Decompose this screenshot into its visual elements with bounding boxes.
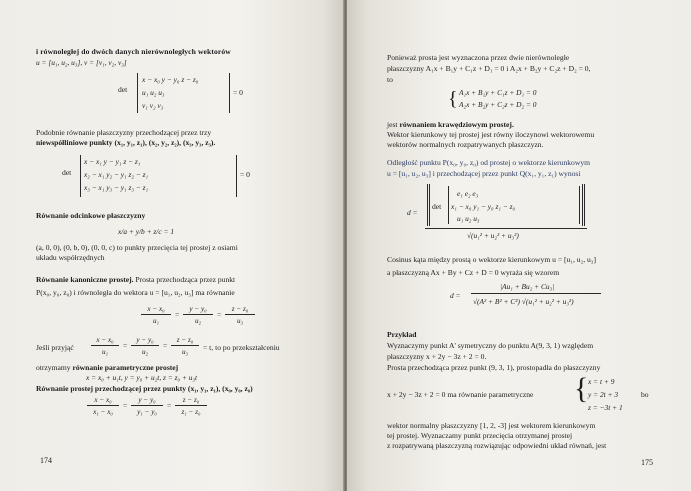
example-line-6: z rozpatrywaną płaszczyzną rozwiązując odpowiedni układ równań, jest [387,441,607,450]
right-line-3: to [387,75,393,84]
det1-bar-left [137,73,138,113]
param-frac-2-den: u₂ [141,348,149,356]
right-line-1: Ponieważ prosta jest wyznaczona przez dwie nierównoległe [387,53,570,62]
if-take-label: Jeśli przyjąć [36,343,74,352]
cosine-d-eq: d = [450,291,461,300]
tp-frac-2-bar [131,405,163,406]
det1-row-1: x − x₀ y − y₀ z − z₀ [142,75,199,84]
right-line-2: płaszczyzny A₁x + B₁y + C₁z + D₁ = 0 i A₂x + B₂y + C₂z + D₂ = 0, [387,64,591,73]
param-frac-3-den: u₃ [181,348,189,356]
right-line-5: Wektor kierunkowy tej prostej jest równy iloczynowi wektorowemu [387,130,595,139]
det2-equals: = 0 [240,170,250,179]
left-page-number: 174 [40,456,52,465]
parametric-brace: { [574,372,589,405]
tp-eq-1: = [123,401,128,410]
canon-frac-3-bar [225,314,255,315]
if-take-rest: = t, to po przekształceniu [203,343,280,352]
tp-frac-2-den: y₁ − y₀ [137,408,157,416]
dist-frac-bar [425,228,587,229]
parametric-equation: x = x₀ + u₁t, y = y₀ + u₂t, z = z₀ + u₃t [86,373,198,382]
det1-bar-right [229,73,230,113]
distance-d-eq: d = [407,208,418,217]
param-frac-2-bar [131,345,159,346]
dist-norm-inner-left [429,184,430,226]
param-frac-3-num: z − z₀ [176,336,194,344]
dist-det-label: det [432,202,442,211]
system-eq-2: A₂x + B₂y + C₂z + D₂ = 0 [459,100,537,109]
para-three-points-b: niewspółliniowe punkty (x₁, y₁, z₁), (x₂, y₂, z₂), (x₃, y₃, z₃). [36,138,216,147]
dist-det-bar-right [579,186,580,224]
param-frac-1-bar [91,345,119,346]
canonical-heading-bold: Równanie kanoniczne prostej. [36,275,134,284]
example-bo: bo [641,390,649,399]
tp-frac-3-num: z − z₀ [182,396,200,404]
param-frac-1-den: u₁ [101,348,109,356]
edge-form-line [387,120,514,129]
param-z: z = −3t + 1 [588,403,623,412]
canon-eq-1: = [175,310,180,319]
det2-row-3: x₃ − x₁ y₃ − y₁ z₃ − z₁ [84,183,149,192]
dist-denominator: √(u₁² + u₂² + u₃²) [467,231,519,240]
distance-line-2: u = [u₁, u₂, u₃] i przechodzącej przez punkt Q(x₁, y₁, z₁) wynosi [387,169,581,178]
parametric-heading-prefix: otrzymamy [36,363,73,372]
det1-row-2: u₁ u₂ u₃ [142,88,165,97]
tp-frac-1-den: x₁ − x₀ [93,408,113,416]
system-brace: { [448,88,458,110]
left-vectors: u = [u₁, u₂, u₃], v = [v₁, v₂, v₃] [36,58,127,67]
dist-det-row-1: e₁ e₂ e₃ [457,189,479,198]
canon-frac-1-den: u₁ [152,317,160,325]
tp-frac-1-bar [87,405,119,406]
example-line-2: płaszczyzny x + 2y − 3z + 2 = 0. [387,352,487,361]
dist-norm-outer-right [584,184,585,226]
parametric-heading [36,363,178,372]
param-frac-1-num: x − x₀ [96,336,114,344]
left-page [0,0,344,491]
det1-label: det [118,85,128,94]
edge-form-bold: równaniem krawędziowym prostej. [399,120,514,129]
det2-row-1: x − x₁ y − y₁ z − z₁ [84,157,141,166]
intercept-desc-b: układu współrzędnych [36,253,105,262]
intercept-equation: x/a + y/b + z/c = 1 [118,227,175,236]
dist-det-bar-left [448,186,449,224]
param-frac-2-num: y − y₀ [136,336,154,344]
parametric-heading-bold: równanie parametryczne prostej [72,363,179,372]
param-x: x = t + 9 [588,377,615,386]
cosine-frac-bar [471,293,601,294]
dist-norm-inner-right [582,184,583,226]
example-line-1: Wyznaczymy punkt A' symetryczny do punktu A(9, 3, 1) względem [387,341,594,350]
canon-frac-3-num: z − z₀ [231,305,249,313]
tp-frac-3-den: z₁ − z₀ [181,408,201,416]
tp-frac-2-num: y − y₀ [138,396,156,404]
det2-row-2: x₂ − x₁ y₂ − y₁ z₂ − z₁ [84,170,149,179]
dist-det-row-2: x₁ − x₀ y₁ − y₀ z₁ − z₀ [451,202,516,211]
system-eq-1: A₁x + B₁y + C₁z + D₁ = 0 [459,88,537,97]
canon-frac-2-num: y − y₀ [189,305,207,313]
canon-frac-1-num: x − x₀ [147,305,165,313]
example-line-5: tej prostej. Wyznaczamy punkt przecięcia otrzymanej prostej [387,431,573,440]
cosine-line-1: Cosinus kąta między prostą o wektorze kierunkowym u = [u₁, u₂, u₃] [387,255,596,264]
cosine-line-2: a płaszczyzną Ax + By + Cz + D = 0 wyraża się wzorem [387,268,560,277]
det1-equals: = 0 [233,88,243,97]
cosine-numerator: |Au₁ + Bu₂ + Cu₃| [500,282,555,291]
distance-line-1: Odległość punktu P(x₀, y₀, z₀) od prostej o wektorze kierunkowym [387,158,591,167]
right-page-number: 175 [641,458,653,467]
left-line-1: i równoległej do dwóch danych nierównoległych wektorów [36,47,231,56]
example-line-3: Prosta przechodząca przez punkt (9, 3, 1), prostopadła do płaszczyzny [387,363,601,372]
right-page [347,0,691,491]
canon-frac-2-den: u₂ [194,317,202,325]
intercept-desc-a: (a, 0, 0), (0, b, 0), (0, 0, c) to punkty przecięcia tej prostej z osiami [36,243,238,252]
dist-det-row-3: u₁ u₂ u₃ [457,214,480,223]
canonical-desc: P(x₀, y₀, z₀) i równoległa do wektora u = [u₁, u₂, u₃] ma równanie [36,288,235,297]
canonical-heading-rest: Prosta przechodząca przez punkt [133,275,236,284]
canon-frac-1-bar [141,314,171,315]
dist-norm-outer-left [427,184,428,226]
tp-eq-2: = [167,401,172,410]
param-y: y = 2t + 3 [588,390,619,399]
tp-frac-1-num: x − x₀ [94,396,112,404]
canon-eq-2: = [217,310,222,319]
para-three-points-a-text: Podobnie równanie płaszczyzny przechodzącej przez trzy [36,128,212,137]
example-parametric-lead: x + 2y − 3z + 2 = 0 ma równanie parametryczne [387,390,534,399]
tp-frac-3-bar [175,405,207,406]
cosine-denominator: √(A² + B² + C²) √(u₁² + u₂² + u₃²) [473,297,574,306]
canon-frac-3-den: u₃ [236,317,244,325]
right-line-6: wektorów normalnych rozpatrywanych płaszczyzn. [387,140,544,149]
det2-label: det [62,168,72,177]
det1-row-3: v₁ v₂ v₃ [142,101,164,110]
example-line-4: wektor normalny płaszczyzny [1, 2, -3] jest wektorem kierunkowym [387,421,596,430]
det2-bar-right [236,155,237,197]
canonical-line-heading [36,275,235,284]
param-frac-3-bar [171,345,199,346]
example-heading: Przykład [387,330,417,339]
heading-intercept-form: Równanie odcinkowe płaszczyzny [36,211,146,220]
two-point-heading: Równanie prostej przechodzącej przez punkty (x₁, y₁, z₁), (x₀, y₀, z₀) [36,384,253,393]
canon-frac-2-bar [183,314,213,315]
param-eq-2: = [163,341,168,350]
param-eq-1: = [123,341,128,350]
edge-form-prefix: jest [387,120,400,129]
det2-bar-left [80,155,81,197]
para-three-points-a [36,128,308,137]
